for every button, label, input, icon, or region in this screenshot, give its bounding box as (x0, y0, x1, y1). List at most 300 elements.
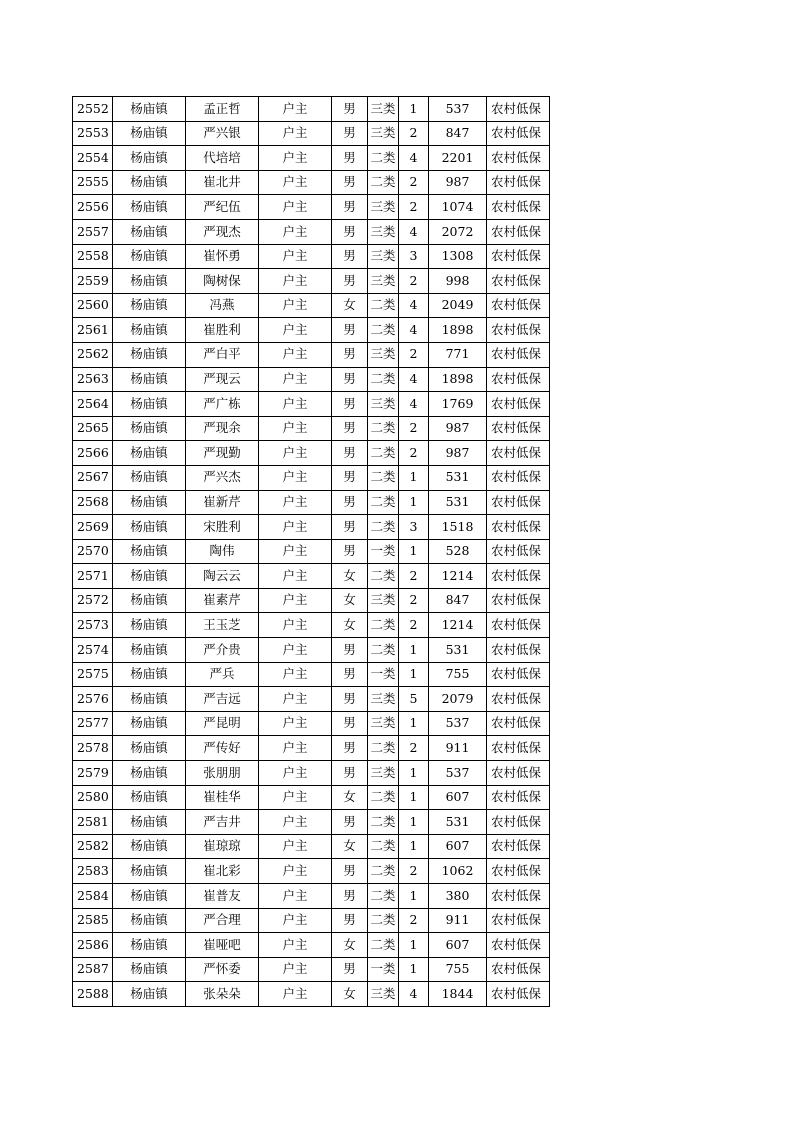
category-cell: 二类 (368, 884, 399, 909)
program-type-cell: 农村低保 (487, 933, 550, 958)
household-size-cell: 2 (399, 441, 429, 466)
program-type-cell: 农村低保 (487, 219, 550, 244)
category-cell: 三类 (368, 97, 399, 122)
category-cell: 三类 (368, 392, 399, 417)
program-type-cell: 农村低保 (487, 908, 550, 933)
name-cell: 崔胜利 (186, 318, 259, 343)
gender-cell: 女 (332, 982, 368, 1007)
amount-cell: 987 (429, 416, 487, 441)
amount-cell: 607 (429, 933, 487, 958)
category-cell: 二类 (368, 490, 399, 515)
program-type-cell: 农村低保 (487, 269, 550, 294)
township-cell: 杨庙镇 (113, 269, 186, 294)
gender-cell: 男 (332, 662, 368, 687)
gender-cell: 男 (332, 711, 368, 736)
township-cell: 杨庙镇 (113, 515, 186, 540)
household-size-cell: 1 (399, 933, 429, 958)
township-cell: 杨庙镇 (113, 564, 186, 589)
serial-number-cell: 2563 (73, 367, 113, 392)
gender-cell: 男 (332, 146, 368, 171)
program-type-cell: 农村低保 (487, 539, 550, 564)
category-cell: 三类 (368, 342, 399, 367)
category-cell: 二类 (368, 859, 399, 884)
township-cell: 杨庙镇 (113, 416, 186, 441)
name-cell: 严现云 (186, 367, 259, 392)
relation-cell: 户主 (259, 367, 332, 392)
table-row (73, 859, 550, 884)
relief-roster-table (72, 96, 550, 1007)
category-cell: 一类 (368, 957, 399, 982)
name-cell: 宋胜利 (186, 515, 259, 540)
gender-cell: 女 (332, 293, 368, 318)
program-type-cell: 农村低保 (487, 441, 550, 466)
gender-cell: 男 (332, 761, 368, 786)
name-cell: 崔怀勇 (186, 244, 259, 269)
table-row (73, 515, 550, 540)
amount-cell: 380 (429, 884, 487, 909)
relation-cell: 户主 (259, 195, 332, 220)
gender-cell: 男 (332, 810, 368, 835)
relation-cell: 户主 (259, 441, 332, 466)
serial-number-cell: 2567 (73, 465, 113, 490)
relation-cell: 户主 (259, 662, 332, 687)
category-cell: 二类 (368, 908, 399, 933)
gender-cell: 男 (332, 539, 368, 564)
gender-cell: 男 (332, 465, 368, 490)
category-cell: 二类 (368, 785, 399, 810)
program-type-cell: 农村低保 (487, 859, 550, 884)
amount-cell: 2049 (429, 293, 487, 318)
relation-cell: 户主 (259, 982, 332, 1007)
household-size-cell: 2 (399, 859, 429, 884)
category-cell: 二类 (368, 146, 399, 171)
category-cell: 二类 (368, 318, 399, 343)
relation-cell: 户主 (259, 490, 332, 515)
program-type-cell: 农村低保 (487, 293, 550, 318)
household-size-cell: 2 (399, 170, 429, 195)
category-cell: 三类 (368, 244, 399, 269)
table-row (73, 121, 550, 146)
gender-cell: 男 (332, 318, 368, 343)
household-size-cell: 1 (399, 97, 429, 122)
gender-cell: 男 (332, 219, 368, 244)
amount-cell: 1062 (429, 859, 487, 884)
household-size-cell: 2 (399, 342, 429, 367)
name-cell: 张朋朋 (186, 761, 259, 786)
township-cell: 杨庙镇 (113, 785, 186, 810)
household-size-cell: 1 (399, 884, 429, 909)
table-row (73, 711, 550, 736)
name-cell: 严传好 (186, 736, 259, 761)
name-cell: 孟正哲 (186, 97, 259, 122)
township-cell: 杨庙镇 (113, 908, 186, 933)
table-row (73, 342, 550, 367)
amount-cell: 755 (429, 662, 487, 687)
gender-cell: 男 (332, 441, 368, 466)
gender-cell: 男 (332, 121, 368, 146)
amount-cell: 537 (429, 97, 487, 122)
category-cell: 三类 (368, 711, 399, 736)
category-cell: 三类 (368, 269, 399, 294)
amount-cell: 1844 (429, 982, 487, 1007)
table-row (73, 884, 550, 909)
table-row (73, 564, 550, 589)
name-cell: 崔北井 (186, 170, 259, 195)
gender-cell: 男 (332, 195, 368, 220)
household-size-cell: 3 (399, 244, 429, 269)
relation-cell: 户主 (259, 638, 332, 663)
household-size-cell: 2 (399, 613, 429, 638)
program-type-cell: 农村低保 (487, 736, 550, 761)
gender-cell: 男 (332, 367, 368, 392)
gender-cell: 女 (332, 613, 368, 638)
gender-cell: 女 (332, 933, 368, 958)
program-type-cell: 农村低保 (487, 515, 550, 540)
gender-cell: 男 (332, 342, 368, 367)
category-cell: 二类 (368, 293, 399, 318)
table-row (73, 982, 550, 1007)
gender-cell: 男 (332, 269, 368, 294)
name-cell: 严昆明 (186, 711, 259, 736)
serial-number-cell: 2572 (73, 588, 113, 613)
township-cell: 杨庙镇 (113, 367, 186, 392)
serial-number-cell: 2574 (73, 638, 113, 663)
township-cell: 杨庙镇 (113, 465, 186, 490)
gender-cell: 男 (332, 170, 368, 195)
program-type-cell: 农村低保 (487, 465, 550, 490)
name-cell: 严怀委 (186, 957, 259, 982)
relation-cell: 户主 (259, 392, 332, 417)
program-type-cell: 农村低保 (487, 416, 550, 441)
amount-cell: 528 (429, 539, 487, 564)
household-size-cell: 1 (399, 810, 429, 835)
name-cell: 冯燕 (186, 293, 259, 318)
name-cell: 张朵朵 (186, 982, 259, 1007)
relation-cell: 户主 (259, 97, 332, 122)
serial-number-cell: 2582 (73, 834, 113, 859)
gender-cell: 男 (332, 687, 368, 712)
serial-number-cell: 2578 (73, 736, 113, 761)
household-size-cell: 1 (399, 638, 429, 663)
name-cell: 严吉井 (186, 810, 259, 835)
amount-cell: 2079 (429, 687, 487, 712)
relation-cell: 户主 (259, 146, 332, 171)
table-row (73, 810, 550, 835)
category-cell: 二类 (368, 367, 399, 392)
amount-cell: 531 (429, 638, 487, 663)
program-type-cell: 农村低保 (487, 564, 550, 589)
category-cell: 二类 (368, 613, 399, 638)
household-size-cell: 1 (399, 957, 429, 982)
table-row (73, 367, 550, 392)
name-cell: 崔普友 (186, 884, 259, 909)
serial-number-cell: 2570 (73, 539, 113, 564)
category-cell: 二类 (368, 170, 399, 195)
relation-cell: 户主 (259, 564, 332, 589)
serial-number-cell: 2566 (73, 441, 113, 466)
household-size-cell: 4 (399, 146, 429, 171)
category-cell: 一类 (368, 662, 399, 687)
gender-cell: 男 (332, 859, 368, 884)
gender-cell: 男 (332, 490, 368, 515)
category-cell: 二类 (368, 810, 399, 835)
relation-cell: 户主 (259, 170, 332, 195)
gender-cell: 男 (332, 515, 368, 540)
household-size-cell: 2 (399, 908, 429, 933)
amount-cell: 755 (429, 957, 487, 982)
amount-cell: 847 (429, 588, 487, 613)
township-cell: 杨庙镇 (113, 982, 186, 1007)
name-cell: 崔新芹 (186, 490, 259, 515)
serial-number-cell: 2587 (73, 957, 113, 982)
name-cell: 崔哑吧 (186, 933, 259, 958)
serial-number-cell: 2558 (73, 244, 113, 269)
table-row (73, 441, 550, 466)
township-cell: 杨庙镇 (113, 97, 186, 122)
household-size-cell: 1 (399, 465, 429, 490)
name-cell: 严白平 (186, 342, 259, 367)
township-cell: 杨庙镇 (113, 219, 186, 244)
name-cell: 陶云云 (186, 564, 259, 589)
gender-cell: 男 (332, 392, 368, 417)
table-row (73, 736, 550, 761)
relation-cell: 户主 (259, 588, 332, 613)
serial-number-cell: 2580 (73, 785, 113, 810)
amount-cell: 911 (429, 736, 487, 761)
program-type-cell: 农村低保 (487, 982, 550, 1007)
amount-cell: 1308 (429, 244, 487, 269)
program-type-cell: 农村低保 (487, 146, 550, 171)
name-cell: 严广栋 (186, 392, 259, 417)
relation-cell: 户主 (259, 244, 332, 269)
table-row (73, 908, 550, 933)
table-row (73, 687, 550, 712)
township-cell: 杨庙镇 (113, 342, 186, 367)
amount-cell: 847 (429, 121, 487, 146)
relation-cell: 户主 (259, 785, 332, 810)
relation-cell: 户主 (259, 810, 332, 835)
amount-cell: 2072 (429, 219, 487, 244)
township-cell: 杨庙镇 (113, 613, 186, 638)
amount-cell: 1214 (429, 613, 487, 638)
household-size-cell: 4 (399, 392, 429, 417)
category-cell: 三类 (368, 219, 399, 244)
gender-cell: 男 (332, 638, 368, 663)
gender-cell: 女 (332, 785, 368, 810)
amount-cell: 771 (429, 342, 487, 367)
table-row (73, 613, 550, 638)
household-size-cell: 2 (399, 736, 429, 761)
amount-cell: 998 (429, 269, 487, 294)
serial-number-cell: 2581 (73, 810, 113, 835)
household-size-cell: 1 (399, 834, 429, 859)
name-cell: 陶树保 (186, 269, 259, 294)
table-row (73, 293, 550, 318)
amount-cell: 531 (429, 490, 487, 515)
household-size-cell: 4 (399, 293, 429, 318)
category-cell: 三类 (368, 121, 399, 146)
relation-cell: 户主 (259, 613, 332, 638)
program-type-cell: 农村低保 (487, 392, 550, 417)
relation-cell: 户主 (259, 933, 332, 958)
relation-cell: 户主 (259, 859, 332, 884)
serial-number-cell: 2556 (73, 195, 113, 220)
name-cell: 严兵 (186, 662, 259, 687)
program-type-cell: 农村低保 (487, 711, 550, 736)
township-cell: 杨庙镇 (113, 859, 186, 884)
category-cell: 三类 (368, 982, 399, 1007)
household-size-cell: 4 (399, 367, 429, 392)
name-cell: 严兴杰 (186, 465, 259, 490)
category-cell: 三类 (368, 761, 399, 786)
household-size-cell: 1 (399, 711, 429, 736)
amount-cell: 1074 (429, 195, 487, 220)
category-cell: 二类 (368, 441, 399, 466)
table-row (73, 416, 550, 441)
serial-number-cell: 2564 (73, 392, 113, 417)
program-type-cell: 农村低保 (487, 121, 550, 146)
program-type-cell: 农村低保 (487, 588, 550, 613)
relation-cell: 户主 (259, 416, 332, 441)
program-type-cell: 农村低保 (487, 367, 550, 392)
relation-cell: 户主 (259, 121, 332, 146)
table-row (73, 97, 550, 122)
township-cell: 杨庙镇 (113, 957, 186, 982)
serial-number-cell: 2588 (73, 982, 113, 1007)
township-cell: 杨庙镇 (113, 195, 186, 220)
name-cell: 严吉远 (186, 687, 259, 712)
table-row (73, 392, 550, 417)
township-cell: 杨庙镇 (113, 490, 186, 515)
category-cell: 二类 (368, 736, 399, 761)
program-type-cell: 农村低保 (487, 687, 550, 712)
amount-cell: 1898 (429, 318, 487, 343)
gender-cell: 男 (332, 97, 368, 122)
program-type-cell: 农村低保 (487, 170, 550, 195)
program-type-cell: 农村低保 (487, 785, 550, 810)
serial-number-cell: 2586 (73, 933, 113, 958)
serial-number-cell: 2552 (73, 97, 113, 122)
program-type-cell: 农村低保 (487, 761, 550, 786)
name-cell: 王玉芝 (186, 613, 259, 638)
table-row (73, 761, 550, 786)
table-row (73, 146, 550, 171)
relation-cell: 户主 (259, 293, 332, 318)
serial-number-cell: 2565 (73, 416, 113, 441)
gender-cell: 男 (332, 884, 368, 909)
category-cell: 二类 (368, 465, 399, 490)
category-cell: 三类 (368, 195, 399, 220)
name-cell: 严合理 (186, 908, 259, 933)
name-cell: 严兴银 (186, 121, 259, 146)
household-size-cell: 5 (399, 687, 429, 712)
household-size-cell: 2 (399, 121, 429, 146)
township-cell: 杨庙镇 (113, 441, 186, 466)
relation-cell: 户主 (259, 342, 332, 367)
table-body (73, 97, 550, 1007)
name-cell: 崔素芹 (186, 588, 259, 613)
household-size-cell: 2 (399, 195, 429, 220)
township-cell: 杨庙镇 (113, 539, 186, 564)
serial-number-cell: 2555 (73, 170, 113, 195)
program-type-cell: 农村低保 (487, 318, 550, 343)
amount-cell: 607 (429, 834, 487, 859)
amount-cell: 531 (429, 810, 487, 835)
amount-cell: 2201 (429, 146, 487, 171)
table-row (73, 318, 550, 343)
name-cell: 崔琼琼 (186, 834, 259, 859)
serial-number-cell: 2577 (73, 711, 113, 736)
household-size-cell: 3 (399, 515, 429, 540)
township-cell: 杨庙镇 (113, 638, 186, 663)
category-cell: 二类 (368, 416, 399, 441)
township-cell: 杨庙镇 (113, 293, 186, 318)
category-cell: 二类 (368, 933, 399, 958)
name-cell: 严介贵 (186, 638, 259, 663)
household-size-cell: 2 (399, 269, 429, 294)
table-row (73, 170, 550, 195)
program-type-cell: 农村低保 (487, 834, 550, 859)
serial-number-cell: 2557 (73, 219, 113, 244)
table-row (73, 662, 550, 687)
name-cell: 严现勤 (186, 441, 259, 466)
serial-number-cell: 2571 (73, 564, 113, 589)
table-row (73, 588, 550, 613)
name-cell: 严现余 (186, 416, 259, 441)
amount-cell: 1769 (429, 392, 487, 417)
category-cell: 二类 (368, 515, 399, 540)
amount-cell: 1898 (429, 367, 487, 392)
township-cell: 杨庙镇 (113, 687, 186, 712)
township-cell: 杨庙镇 (113, 834, 186, 859)
table-row (73, 933, 550, 958)
category-cell: 一类 (368, 539, 399, 564)
table-row (73, 195, 550, 220)
relation-cell: 户主 (259, 761, 332, 786)
table-row (73, 638, 550, 663)
serial-number-cell: 2568 (73, 490, 113, 515)
gender-cell: 女 (332, 588, 368, 613)
township-cell: 杨庙镇 (113, 736, 186, 761)
category-cell: 二类 (368, 834, 399, 859)
household-size-cell: 2 (399, 416, 429, 441)
table-row (73, 269, 550, 294)
household-size-cell: 2 (399, 564, 429, 589)
gender-cell: 男 (332, 736, 368, 761)
relation-cell: 户主 (259, 269, 332, 294)
serial-number-cell: 2554 (73, 146, 113, 171)
program-type-cell: 农村低保 (487, 613, 550, 638)
household-size-cell: 4 (399, 982, 429, 1007)
relation-cell: 户主 (259, 318, 332, 343)
township-cell: 杨庙镇 (113, 392, 186, 417)
name-cell: 崔北彩 (186, 859, 259, 884)
household-size-cell: 4 (399, 318, 429, 343)
gender-cell: 男 (332, 244, 368, 269)
program-type-cell: 农村低保 (487, 884, 550, 909)
relation-cell: 户主 (259, 687, 332, 712)
serial-number-cell: 2573 (73, 613, 113, 638)
relation-cell: 户主 (259, 884, 332, 909)
name-cell: 严现杰 (186, 219, 259, 244)
category-cell: 二类 (368, 564, 399, 589)
amount-cell: 987 (429, 170, 487, 195)
category-cell: 三类 (368, 588, 399, 613)
table-row (73, 834, 550, 859)
serial-number-cell: 2583 (73, 859, 113, 884)
table-row (73, 219, 550, 244)
serial-number-cell: 2569 (73, 515, 113, 540)
